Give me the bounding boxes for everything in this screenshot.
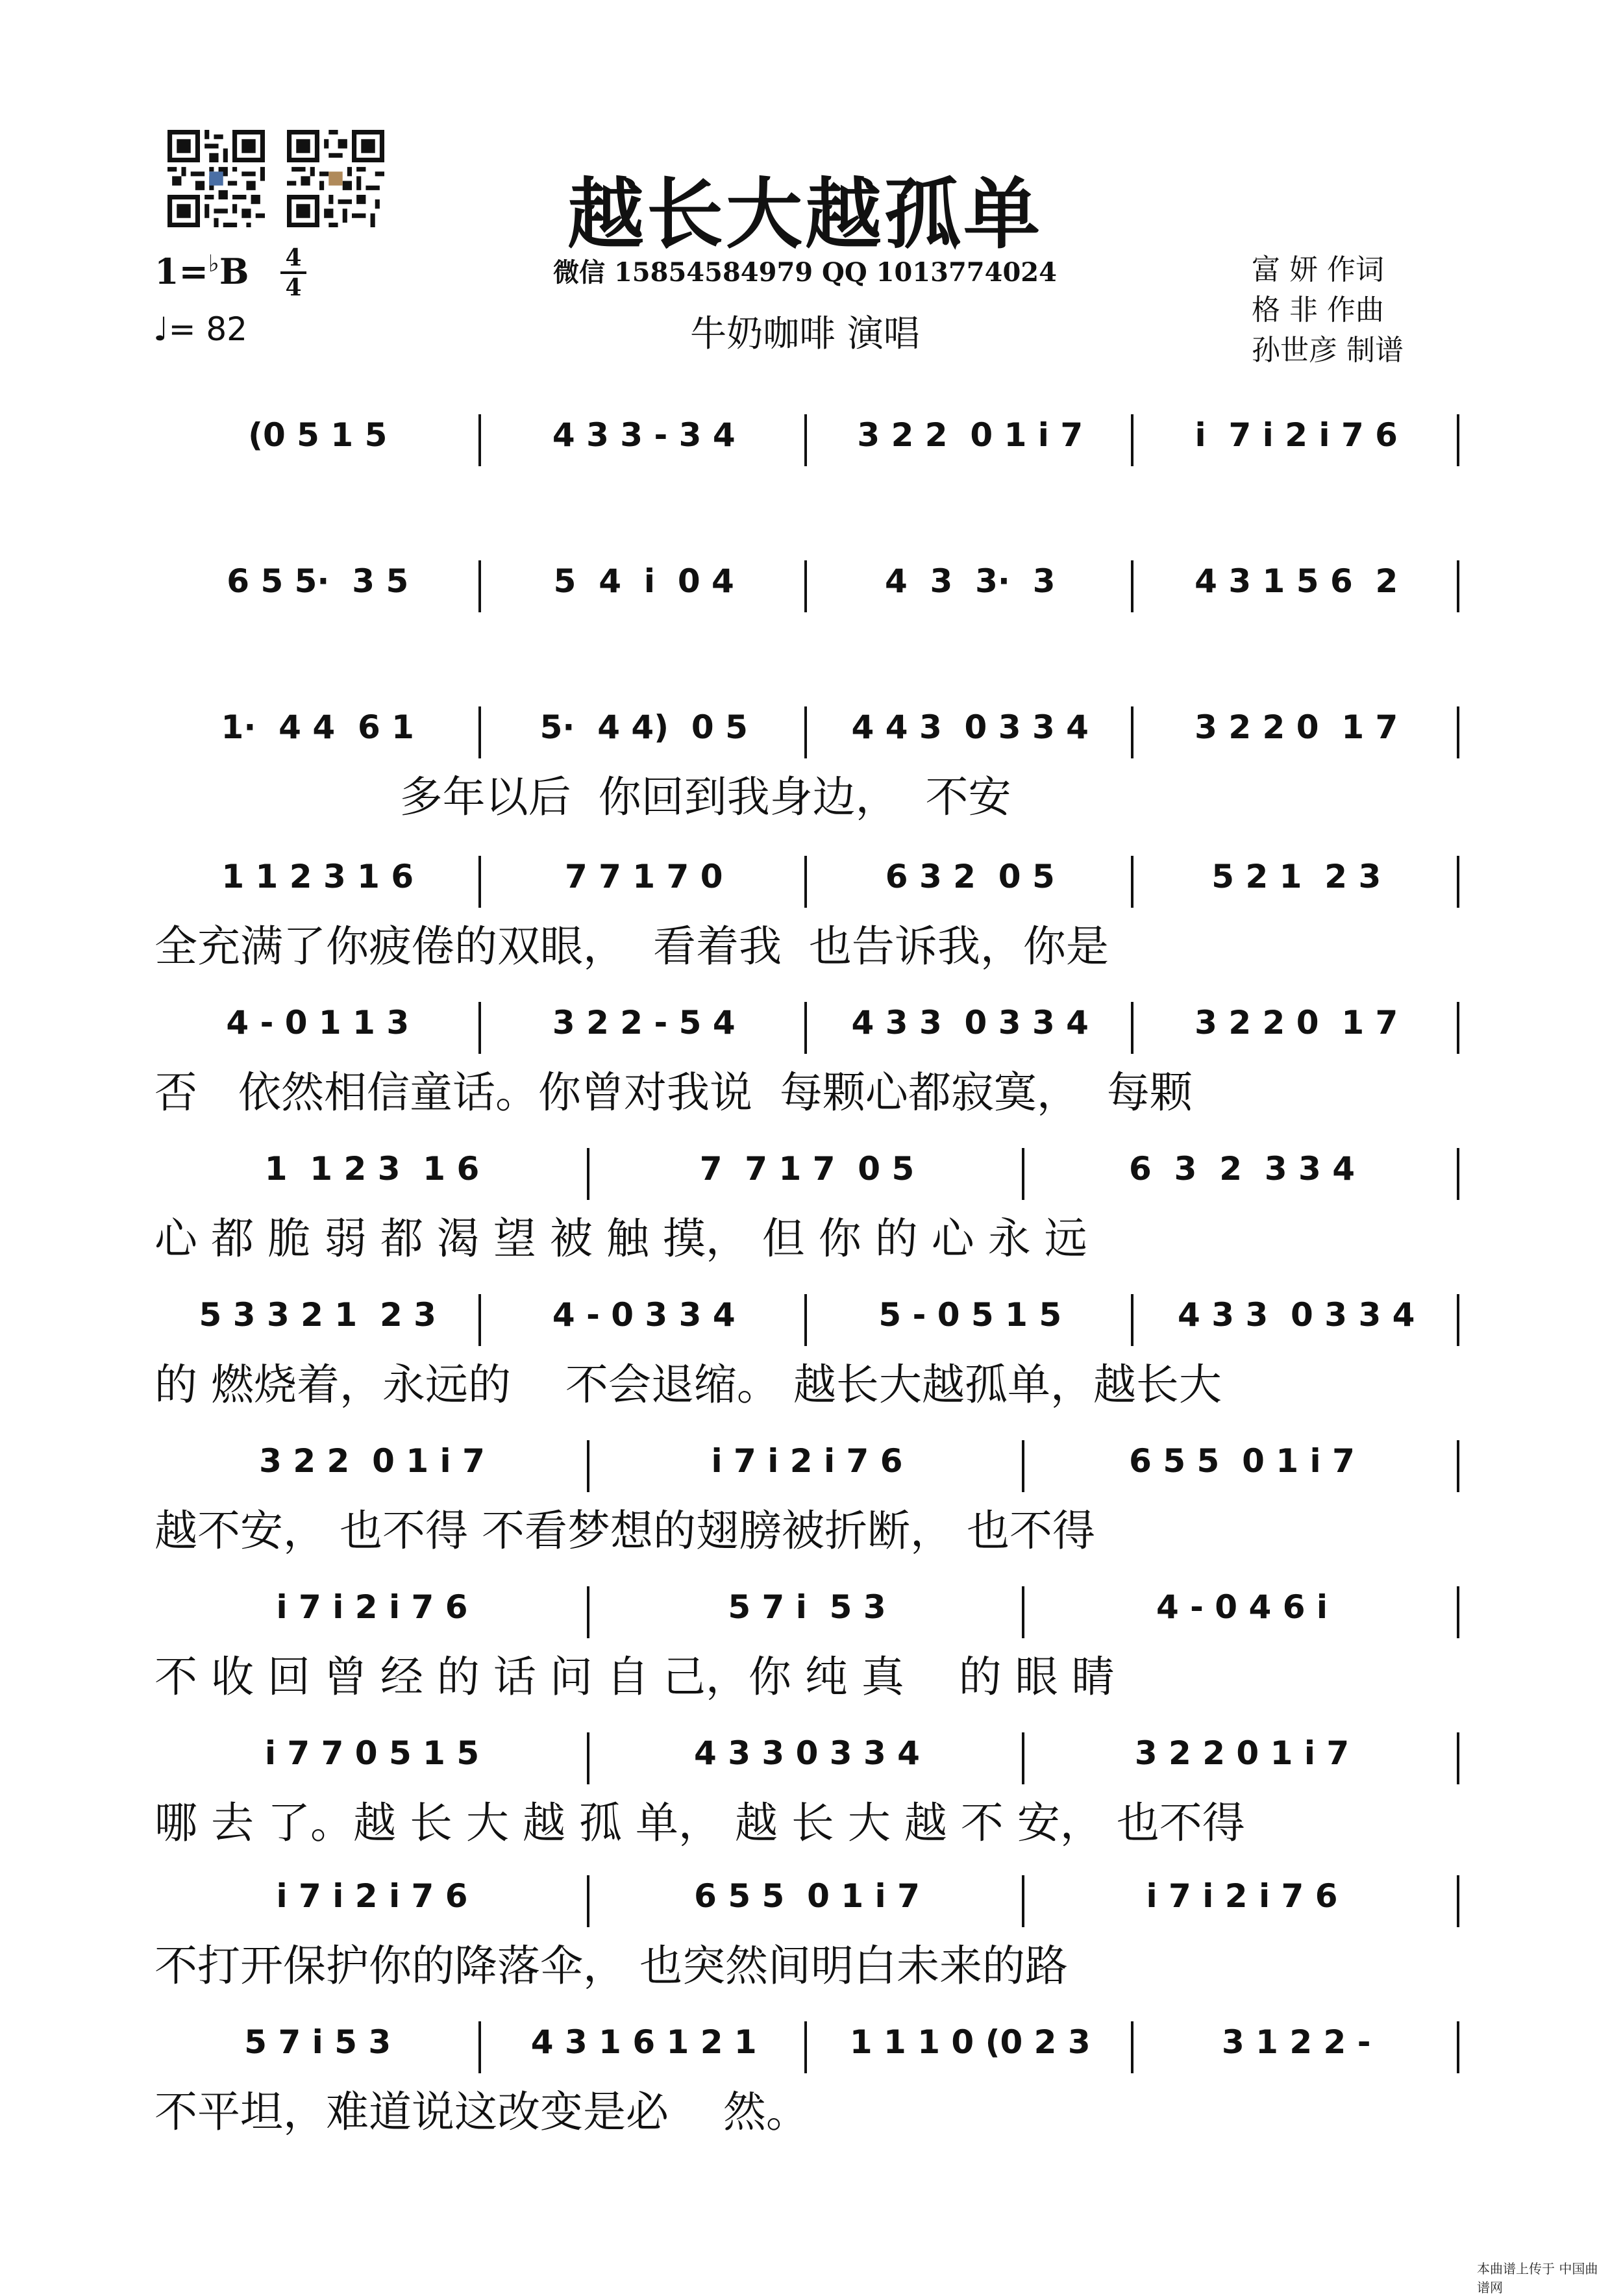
measure: 4 - 0 4 6 i: [1156, 1588, 1328, 1626]
score-system: [155, 409, 1459, 536]
composer-credit: 格 非 作曲: [1252, 293, 1384, 327]
measure: i 7 i 2 i 7 6: [276, 1588, 468, 1626]
barline: [1457, 414, 1459, 466]
measure: 4 - 0 1 1 3: [226, 1004, 410, 1042]
measure: 5 2 1 2 3: [1211, 858, 1381, 895]
time-signature-bottom: 4: [285, 274, 302, 301]
measure: i 7 i 2 i 7 6: [276, 1877, 468, 1915]
score-system: [155, 1435, 1459, 1562]
song-title: 越长大越孤单: [567, 169, 1043, 259]
measure: 3 2 2 - 5 4: [552, 1004, 736, 1042]
measure: 1 1 1 0 (0 2 3: [849, 2023, 1091, 2061]
measure: 3 2 2 0 1 i 7: [857, 416, 1084, 454]
score-system: [155, 1289, 1459, 1416]
barline: [1457, 560, 1459, 612]
lyrics-line: 越不安， 也不得 不看梦想的翅膀被折断， 也不得: [155, 1506, 1095, 1556]
flat-sign: ♭: [208, 250, 219, 277]
measure: i 7 7 0 5 1 5: [264, 1734, 480, 1772]
singer-credit: 牛奶咖啡 演唱: [690, 313, 920, 355]
notation-line: [155, 1870, 1459, 1935]
measure: 7 7 1 7 0 5: [699, 1150, 915, 1188]
barline: [1457, 2021, 1459, 2073]
barline: [1457, 1440, 1459, 1492]
measure: 6 5 5 0 1 i 7: [1129, 1442, 1355, 1480]
measure: 4 3 3 - 3 4: [552, 416, 736, 454]
time-signature-top: 4: [285, 244, 302, 271]
key-prefix: 1=: [155, 251, 208, 292]
measure: 4 3 3 0 3 3 4: [1178, 1296, 1415, 1334]
contact-info: 微信 15854584979 QQ 1013774024: [553, 257, 1057, 288]
measure: 4 3 1 5 6 2: [1195, 562, 1398, 600]
lyrics-line: 全充满了你疲倦的双眼， 看着我 也告诉我，你是: [155, 921, 1109, 971]
notation-line: [155, 1143, 1459, 1208]
tempo-marking: ♩= 82: [153, 310, 247, 348]
measure: 3 2 2 0 1 i 7: [1134, 1734, 1350, 1772]
key-signature: [155, 250, 249, 292]
score-system: [155, 1870, 1459, 1997]
barline: [1457, 1294, 1459, 1346]
lyrics-line: 不 收 回 曾 经 的 话 问 自 己，你 纯 真 的 眼 睛: [155, 1652, 1115, 1702]
notation-line: [155, 997, 1459, 1062]
measure: 1 1 2 3 1 6: [221, 858, 414, 895]
measure: 7 7 1 7 0: [564, 858, 723, 895]
measure: 4 3 3 0 3 3 4: [694, 1734, 920, 1772]
notation-line: [155, 1435, 1459, 1500]
footer-watermark: 本曲谱上传于 中国曲谱网: [1477, 2261, 1598, 2295]
notation-line: [155, 555, 1459, 620]
barline: [1457, 1732, 1459, 1784]
measure: 4 3 1 6 1 2 1: [530, 2023, 757, 2061]
measure: 5· 4 4) 0 5: [539, 708, 748, 746]
barline: [1457, 706, 1459, 758]
score-system: [155, 1581, 1459, 1708]
measure: 3 2 2 0 1 7: [1195, 1004, 1398, 1042]
score-system: [155, 701, 1459, 829]
measure: 5 3 3 2 1 2 3: [199, 1296, 436, 1334]
score-system: [155, 997, 1459, 1124]
measure: (0 5 1 5: [248, 416, 388, 454]
notation-line: [155, 851, 1459, 916]
measure: 6 3 2 3 3 4: [1129, 1150, 1355, 1188]
barline: [1457, 1002, 1459, 1054]
notation-line: [155, 701, 1459, 766]
barline: [1457, 1148, 1459, 1200]
measure: i 7 i 2 i 7 6: [711, 1442, 903, 1480]
measure: 1· 4 4 6 1: [221, 708, 414, 746]
measure: 1 1 2 3 1 6: [264, 1150, 480, 1188]
measure: 5 4 i 0 4: [553, 562, 734, 600]
lyrics-line: 否 依然相信童话。你曾对我说 每颗心都寂寞， 每颗: [155, 1067, 1193, 1117]
measure: 3 2 2 0 1 7: [1195, 708, 1398, 746]
key-note: B: [219, 251, 249, 292]
notation-line: [155, 409, 1459, 474]
score-system: [155, 851, 1459, 978]
notation-line: [155, 1289, 1459, 1354]
lyricist-credit: 富 妍 作词: [1252, 253, 1384, 286]
score-system: [155, 2016, 1459, 2143]
barline: [1457, 1586, 1459, 1638]
lyrics-line: 心 都 脆 弱 都 渴 望 被 触 摸， 但 你 的 心 永 远: [155, 1214, 1087, 1264]
time-signature: [280, 245, 306, 300]
measure: i 7 i 2 i 7 6: [1146, 1877, 1338, 1915]
lyrics-line: 多年以后 你回到我身边， 不安: [155, 772, 1011, 822]
lyrics-line: 不平坦，难道说这改变是必 然。: [155, 2087, 809, 2137]
measure: 4 - 0 3 3 4: [552, 1296, 736, 1334]
score-system: [155, 555, 1459, 682]
lyrics-line: 不打开保护你的降落伞， 也突然间明白未来的路: [155, 1941, 1068, 1991]
measure: 4 3 3· 3: [884, 562, 1056, 600]
credits: [1252, 250, 1404, 371]
notation-line: [155, 1581, 1459, 1646]
arranger-credit: 孙世彦 制谱: [1252, 334, 1404, 367]
barline: [1457, 856, 1459, 908]
measure: 5 7 i 5 3: [728, 1588, 886, 1626]
measure: 6 5 5· 3 5: [227, 562, 409, 600]
measure: 5 7 i 5 3: [244, 2023, 391, 2061]
measure: 4 3 3 0 3 3 4: [851, 1004, 1089, 1042]
lyrics-line: [155, 620, 1459, 682]
measure: 3 1 2 2 -: [1221, 2023, 1371, 2061]
barline: [1457, 1875, 1459, 1927]
measure: 3 2 2 0 1 i 7: [259, 1442, 485, 1480]
score-system: [155, 1727, 1459, 1854]
measure: 4 4 3 0 3 3 4: [851, 708, 1089, 746]
lyrics-line: 哪 去 了。越 长 大 越 孤 单， 越 长 大 越 不 安， 也不得: [155, 1798, 1245, 1848]
lyrics-line: [155, 474, 1459, 536]
measure: 5 - 0 5 1 5: [878, 1296, 1062, 1334]
lyrics-line: 的 燃烧着，永远的 不会退缩。 越长大越孤单，越长大: [155, 1360, 1222, 1410]
notation-line: [155, 1727, 1459, 1792]
score-system: [155, 1143, 1459, 1270]
measure: 6 3 2 0 5: [885, 858, 1055, 895]
notation-line: [155, 2016, 1459, 2081]
measure: 6 5 5 0 1 i 7: [694, 1877, 920, 1915]
measure: i 7 i 2 i 7 6: [1195, 416, 1398, 454]
